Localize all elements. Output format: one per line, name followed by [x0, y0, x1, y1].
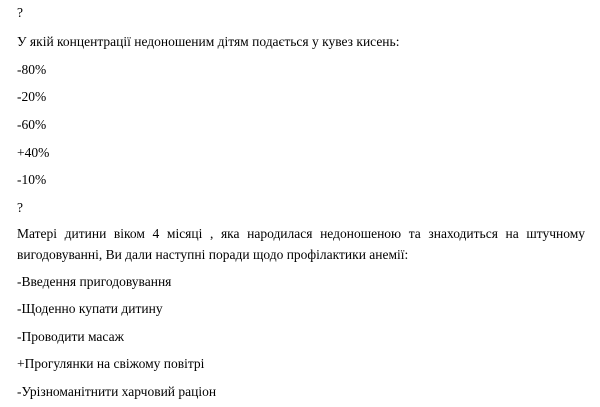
question-2-marker: ?	[17, 200, 23, 215]
question-2-option-1: -Введення пригодовування	[17, 274, 172, 289]
question-1-option-3: -60%	[17, 117, 47, 132]
question-1-text: У якій концентрації недоношеним дітям подається у кувез кисень:	[17, 34, 400, 49]
question-1-option-4: +40%	[17, 145, 50, 160]
question-1-option-2: -20%	[17, 89, 47, 104]
question-1-marker: ?	[17, 5, 23, 20]
question-2-option-4: +Прогулянки на свіжому повітрі	[17, 356, 205, 371]
question-2-option-2: -Щоденно купати дитину	[17, 301, 163, 316]
question-2-text: Матері дитини віком 4 місяці , яка народилася недоношеною та знаходиться на штучному вигодовуванні, Ви дали наступні поради щодо профілактики анемії:	[17, 226, 585, 262]
question-2-option-5: -Урізноманітнити харчовий раціон	[17, 384, 217, 399]
question-1-option-5: -10%	[17, 172, 47, 187]
question-2-option-3: -Проводити масаж	[17, 329, 124, 344]
question-1-option-1: -80%	[17, 62, 47, 77]
